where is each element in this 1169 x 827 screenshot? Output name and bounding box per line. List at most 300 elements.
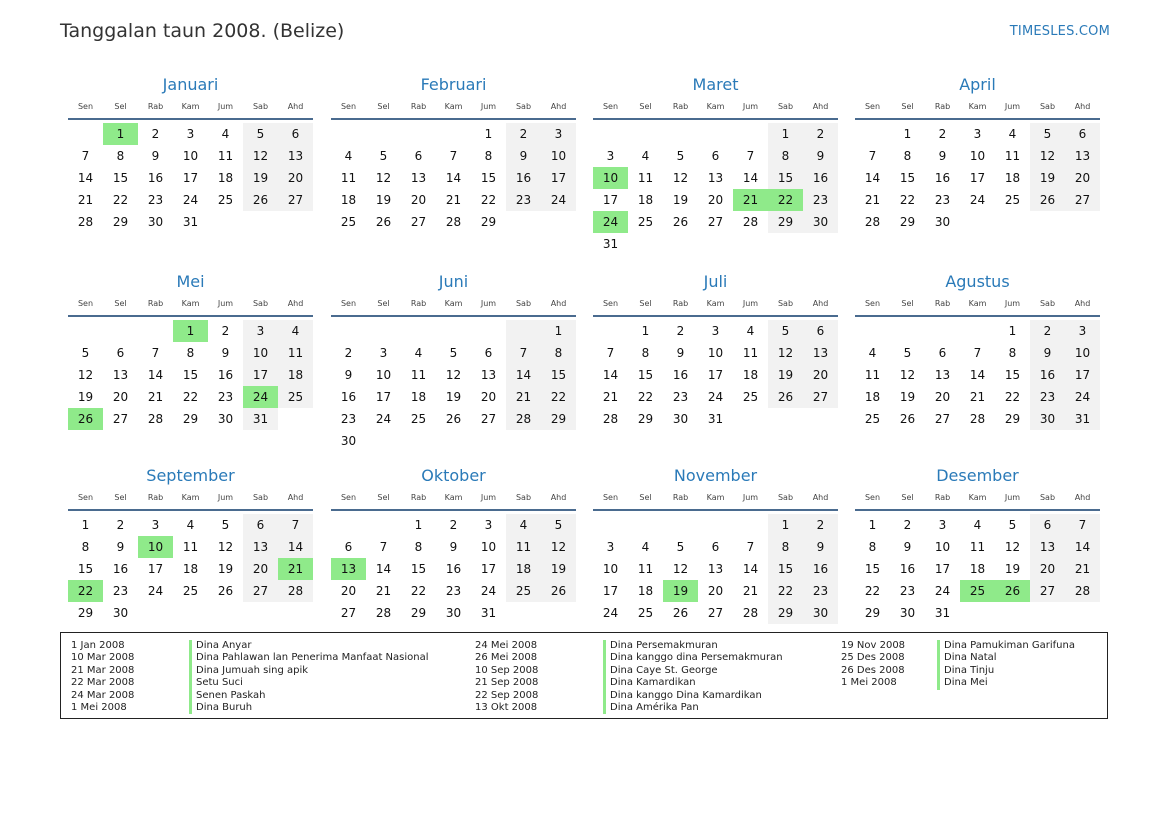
empty-day-cell <box>593 514 628 536</box>
day-cell: 20 <box>1030 558 1065 580</box>
empty-day-cell <box>960 602 995 624</box>
day-cell: 29 <box>768 211 803 233</box>
empty-day-cell <box>243 602 278 624</box>
day-cell: 18 <box>637 193 654 207</box>
empty-day-cell <box>995 211 1030 233</box>
day-cell: 26 <box>217 584 234 598</box>
day-cell: 11 <box>1004 149 1021 163</box>
day-cell: 12 <box>243 145 278 167</box>
day-cell: 20 <box>803 364 838 386</box>
week-row <box>68 514 313 536</box>
month-title: November <box>673 466 758 485</box>
day-cell: 13 <box>410 171 427 185</box>
weekday-label: Sel <box>901 493 914 502</box>
day-cell: 27 <box>1065 189 1100 211</box>
empty-day-cell <box>768 408 803 430</box>
weekday-label: Sen <box>77 299 94 308</box>
weekday-label: Jum <box>1004 299 1021 308</box>
day-cell: 14 <box>147 368 164 382</box>
empty-day-cell <box>960 320 995 342</box>
weekday-header <box>331 491 576 505</box>
day-cell: 4 <box>641 149 650 163</box>
day-cell: 24 <box>602 606 619 620</box>
holiday-legend <box>60 632 1108 719</box>
day-cell: 5 <box>768 320 803 342</box>
legend-item <box>71 665 429 677</box>
empty-day-cell <box>593 123 628 145</box>
empty-day-cell <box>401 123 436 145</box>
day-cell: 3 <box>541 123 576 145</box>
day-cell: 1 <box>768 514 803 536</box>
legend-column-1 <box>71 640 429 714</box>
legend-date: 24 Mar 2008 <box>71 689 135 701</box>
day-cell: 23 <box>672 390 689 404</box>
weekday-label: Rab <box>672 102 689 111</box>
legend-holiday-name: Dina Natal <box>937 652 997 664</box>
weekday-label: Sab <box>515 493 532 502</box>
day-cell: 17 <box>969 171 986 185</box>
day-cell: 16 <box>506 167 541 189</box>
week-row <box>331 364 576 386</box>
day-cell: 11 <box>637 171 654 185</box>
day-cell: 5 <box>1030 123 1065 145</box>
weekday-label: Kam <box>181 102 200 111</box>
empty-day-cell <box>366 430 401 452</box>
legend-item <box>841 652 1075 664</box>
weekday-label: Sab <box>1039 299 1056 308</box>
weekday-label: Rab <box>410 102 427 111</box>
day-cell: 8 <box>414 540 423 554</box>
day-cell: 27 <box>803 386 838 408</box>
day-cell: 13 <box>480 368 497 382</box>
day-cell: 28 <box>742 606 759 620</box>
day-cell: 18 <box>506 558 541 580</box>
day-cell: 26 <box>672 606 689 620</box>
legend-item <box>71 640 429 652</box>
weekday-label: Jum <box>217 299 234 308</box>
day-cell: 14 <box>864 171 881 185</box>
day-cell: 10 <box>602 562 619 576</box>
week-row <box>855 514 1100 536</box>
day-cell: 10 <box>969 149 986 163</box>
day-cell: 7 <box>868 149 877 163</box>
day-cell: 2 <box>221 324 230 338</box>
day-cell: 9 <box>344 368 353 382</box>
day-cell: 29 <box>541 408 576 430</box>
month-mei <box>68 272 313 430</box>
month-title: Maret <box>692 75 739 94</box>
day-cell: 7 <box>1065 514 1100 536</box>
day-cell: 3 <box>606 149 615 163</box>
day-cell: 30 <box>899 606 916 620</box>
week-row <box>855 536 1100 558</box>
month-januari <box>68 75 313 233</box>
empty-day-cell <box>331 123 366 145</box>
empty-day-cell <box>436 430 471 452</box>
weekday-label: Ahd <box>550 299 567 308</box>
day-cell: 22 <box>480 193 497 207</box>
day-cell: 12 <box>77 368 94 382</box>
day-cell: 2 <box>903 518 912 532</box>
empty-day-cell <box>1030 211 1065 233</box>
day-cell: 8 <box>1008 346 1017 360</box>
empty-day-cell <box>925 320 960 342</box>
day-cell: 15 <box>112 171 129 185</box>
day-cell: 21 <box>602 390 619 404</box>
day-cell: 31 <box>934 606 951 620</box>
day-cell: 30 <box>147 215 164 229</box>
holiday-day-cell: 24 <box>243 386 278 408</box>
weekday-label: Jum <box>742 299 759 308</box>
week-row <box>593 408 838 430</box>
weekday-label: Ahd <box>1074 493 1091 502</box>
weekday-label: Jum <box>217 493 234 502</box>
empty-day-cell <box>541 430 576 452</box>
day-cell: 9 <box>151 149 160 163</box>
day-cell: 31 <box>1065 408 1100 430</box>
week-row <box>68 320 313 342</box>
day-cell: 1 <box>541 320 576 342</box>
empty-day-cell <box>698 233 733 255</box>
month-title: September <box>146 466 235 485</box>
day-cell: 21 <box>742 584 759 598</box>
day-cell: 24 <box>375 412 392 426</box>
day-cell: 28 <box>77 215 94 229</box>
empty-day-cell <box>366 514 401 536</box>
day-cell: 9 <box>221 346 230 360</box>
week-row <box>331 430 576 452</box>
week-row <box>331 342 576 364</box>
day-cell: 23 <box>217 390 234 404</box>
holiday-day-cell: 22 <box>768 189 803 211</box>
day-cell: 18 <box>182 562 199 576</box>
week-row <box>331 408 576 430</box>
week-row <box>593 211 838 233</box>
day-cell: 12 <box>375 171 392 185</box>
day-cell: 20 <box>278 167 313 189</box>
day-cell: 7 <box>606 346 615 360</box>
day-cell: 18 <box>1004 171 1021 185</box>
day-cell: 17 <box>602 584 619 598</box>
empty-day-cell <box>103 320 138 342</box>
legend-item <box>71 690 429 702</box>
legend-item <box>475 665 783 677</box>
day-cell: 22 <box>768 580 803 602</box>
holiday-day-cell: 10 <box>593 167 628 189</box>
empty-day-cell <box>506 602 541 624</box>
day-cell: 30 <box>340 434 357 448</box>
week-row <box>68 536 313 558</box>
day-cell: 22 <box>112 193 129 207</box>
weekday-label: Sel <box>114 299 127 308</box>
day-cell: 25 <box>637 215 654 229</box>
day-cell: 5 <box>1008 518 1017 532</box>
empty-day-cell <box>1030 602 1065 624</box>
day-cell: 16 <box>934 171 951 185</box>
legend-item <box>475 640 783 652</box>
week-row <box>855 558 1100 580</box>
day-cell: 19 <box>1030 167 1065 189</box>
empty-day-cell <box>890 320 925 342</box>
day-cell: 25 <box>864 412 881 426</box>
day-cell: 16 <box>899 562 916 576</box>
weekday-label: Kam <box>968 493 987 502</box>
day-cell: 14 <box>445 171 462 185</box>
empty-day-cell <box>855 123 890 145</box>
legend-item <box>475 702 783 714</box>
day-cell: 9 <box>1030 342 1065 364</box>
day-cell: 30 <box>803 211 838 233</box>
weekday-header <box>855 100 1100 114</box>
week-row <box>855 167 1100 189</box>
weekday-label: Ahd <box>1074 299 1091 308</box>
day-cell: 16 <box>803 167 838 189</box>
month-title: Agustus <box>945 272 1010 291</box>
legend-date: 1 Mei 2008 <box>841 677 897 689</box>
legend-holiday-name: Dina Amérika Pan <box>603 702 699 714</box>
day-cell: 3 <box>484 518 493 532</box>
weekday-label: Rab <box>934 299 951 308</box>
holiday-day-cell: 21 <box>733 189 768 211</box>
day-cell: 24 <box>541 189 576 211</box>
day-cell: 23 <box>803 580 838 602</box>
week-row <box>593 189 838 211</box>
legend-item <box>71 702 429 714</box>
day-cell: 6 <box>1065 123 1100 145</box>
weekday-header <box>593 297 838 311</box>
day-cell: 4 <box>344 149 353 163</box>
header-rule <box>331 315 576 317</box>
day-cell: 18 <box>742 368 759 382</box>
day-cell: 23 <box>803 189 838 211</box>
legend-date: 26 Mei 2008 <box>475 652 538 664</box>
week-row <box>593 602 838 624</box>
month-title: Mei <box>176 272 205 291</box>
day-cell: 5 <box>903 346 912 360</box>
week-row <box>68 602 313 624</box>
month-juli <box>593 272 838 430</box>
weekday-label: Sel <box>639 299 652 308</box>
empty-day-cell <box>278 211 313 233</box>
holiday-day-cell: 26 <box>995 580 1030 602</box>
week-row <box>855 408 1100 430</box>
weekday-label: Sab <box>252 493 269 502</box>
week-row <box>68 580 313 602</box>
week-row <box>68 558 313 580</box>
day-cell: 12 <box>672 562 689 576</box>
day-cell: 25 <box>340 215 357 229</box>
day-cell: 4 <box>746 324 755 338</box>
day-cell: 20 <box>410 193 427 207</box>
week-row <box>593 536 838 558</box>
empty-day-cell <box>541 602 576 624</box>
day-cell: 9 <box>903 540 912 554</box>
day-cell: 27 <box>707 215 724 229</box>
month-desember <box>855 466 1100 624</box>
weekday-label: Sel <box>114 102 127 111</box>
day-cell: 28 <box>864 215 881 229</box>
day-cell: 29 <box>1004 412 1021 426</box>
weekday-label: Rab <box>410 493 427 502</box>
day-cell: 24 <box>969 193 986 207</box>
weekday-header <box>68 297 313 311</box>
month-title: Desember <box>936 466 1019 485</box>
header-rule <box>68 118 313 120</box>
holiday-day-cell: 1 <box>103 123 138 145</box>
week-row <box>593 123 838 145</box>
weekday-label: Kam <box>444 493 463 502</box>
empty-day-cell <box>628 514 663 536</box>
day-cell: 11 <box>969 540 986 554</box>
day-cell: 30 <box>445 606 462 620</box>
weekday-label: Ahd <box>550 493 567 502</box>
day-cell: 5 <box>243 123 278 145</box>
brand-link[interactable]: TIMESLES.COM <box>1009 24 1110 39</box>
day-cell: 2 <box>938 127 947 141</box>
weekday-label: Sel <box>114 493 127 502</box>
month-title: Oktober <box>421 466 486 485</box>
day-cell: 17 <box>147 562 164 576</box>
day-cell: 11 <box>637 562 654 576</box>
day-cell: 31 <box>182 215 199 229</box>
weekday-label: Sab <box>1039 102 1056 111</box>
day-cell: 11 <box>340 171 357 185</box>
empty-day-cell <box>803 408 838 430</box>
week-row <box>855 145 1100 167</box>
day-cell: 27 <box>707 606 724 620</box>
day-cell: 16 <box>445 562 462 576</box>
day-cell: 14 <box>742 562 759 576</box>
legend-holiday-name: Dina Kamardikan <box>603 677 696 689</box>
empty-day-cell <box>401 430 436 452</box>
week-row <box>331 602 576 624</box>
empty-day-cell <box>663 514 698 536</box>
weekday-label: Rab <box>934 102 951 111</box>
day-cell: 28 <box>506 408 541 430</box>
weekday-label: Kam <box>968 299 987 308</box>
weekday-label: Sab <box>515 102 532 111</box>
legend-date: 24 Mei 2008 <box>475 640 538 651</box>
day-cell: 13 <box>278 145 313 167</box>
weekday-label: Sel <box>377 493 390 502</box>
day-cell: 14 <box>77 171 94 185</box>
weekday-label: Rab <box>147 493 164 502</box>
day-cell: 29 <box>899 215 916 229</box>
day-cell: 26 <box>1030 189 1065 211</box>
legend-holiday-name: Dina Tinju <box>937 665 994 677</box>
month-title: Januari <box>162 75 219 94</box>
day-cell: 25 <box>742 390 759 404</box>
day-cell: 14 <box>602 368 619 382</box>
empty-day-cell <box>733 233 768 255</box>
day-cell: 13 <box>1030 536 1065 558</box>
day-cell: 13 <box>1065 145 1100 167</box>
week-row <box>68 408 313 430</box>
weekday-label: Ahd <box>550 102 567 111</box>
week-row <box>593 167 838 189</box>
week-row <box>593 233 838 255</box>
legend-date: 22 Sep 2008 <box>475 689 539 701</box>
day-cell: 28 <box>1065 580 1100 602</box>
day-cell: 21 <box>506 386 541 408</box>
day-cell: 21 <box>147 390 164 404</box>
day-cell: 25 <box>1004 193 1021 207</box>
day-cell: 11 <box>410 368 427 382</box>
weekday-label: Jum <box>1004 493 1021 502</box>
day-cell: 16 <box>1030 364 1065 386</box>
day-cell: 4 <box>221 127 230 141</box>
weekday-label: Jum <box>1004 102 1021 111</box>
week-row <box>68 364 313 386</box>
legend-date: 19 Nov 2008 <box>841 640 906 651</box>
weekday-label: Kam <box>706 493 725 502</box>
holiday-day-cell: 19 <box>663 580 698 602</box>
empty-day-cell <box>506 430 541 452</box>
week-row <box>331 211 576 233</box>
day-cell: 15 <box>480 171 497 185</box>
day-cell: 15 <box>768 558 803 580</box>
day-cell: 26 <box>445 412 462 426</box>
day-cell: 4 <box>973 518 982 532</box>
day-cell: 8 <box>81 540 90 554</box>
day-cell: 2 <box>449 518 458 532</box>
day-cell: 8 <box>768 536 803 558</box>
day-cell: 23 <box>445 584 462 598</box>
day-cell: 13 <box>707 562 724 576</box>
week-row <box>855 580 1100 602</box>
day-cell: 13 <box>112 368 129 382</box>
empty-day-cell <box>278 408 313 430</box>
day-cell: 21 <box>445 193 462 207</box>
day-cell: 10 <box>707 346 724 360</box>
weekday-label: Ahd <box>812 299 829 308</box>
day-cell: 7 <box>973 346 982 360</box>
day-cell: 9 <box>938 149 947 163</box>
weekday-label: Sel <box>901 299 914 308</box>
month-title: April <box>959 75 996 94</box>
day-cell: 12 <box>768 342 803 364</box>
day-cell: 30 <box>217 412 234 426</box>
header-rule <box>593 509 838 511</box>
month-juni <box>331 272 576 452</box>
day-cell: 21 <box>375 584 392 598</box>
week-row <box>68 386 313 408</box>
day-cell: 6 <box>711 540 720 554</box>
day-cell: 6 <box>344 540 353 554</box>
day-cell: 18 <box>637 584 654 598</box>
day-cell: 19 <box>375 193 392 207</box>
legend-holiday-name: Dina Buruh <box>189 702 252 714</box>
weekday-label: Kam <box>444 299 463 308</box>
day-cell: 22 <box>410 584 427 598</box>
day-cell: 24 <box>182 193 199 207</box>
day-cell: 19 <box>768 364 803 386</box>
day-cell: 17 <box>182 171 199 185</box>
day-cell: 24 <box>147 584 164 598</box>
empty-day-cell <box>68 123 103 145</box>
week-row <box>68 189 313 211</box>
day-cell: 18 <box>340 193 357 207</box>
legend-date: 13 Okt 2008 <box>475 701 538 713</box>
legend-holiday-name: Dina Mei <box>937 677 988 689</box>
day-cell: 30 <box>1030 408 1065 430</box>
day-cell: 27 <box>1030 580 1065 602</box>
day-cell: 30 <box>803 602 838 624</box>
empty-day-cell <box>1065 602 1100 624</box>
day-cell: 9 <box>803 536 838 558</box>
day-cell: 14 <box>1065 536 1100 558</box>
day-cell: 2 <box>344 346 353 360</box>
